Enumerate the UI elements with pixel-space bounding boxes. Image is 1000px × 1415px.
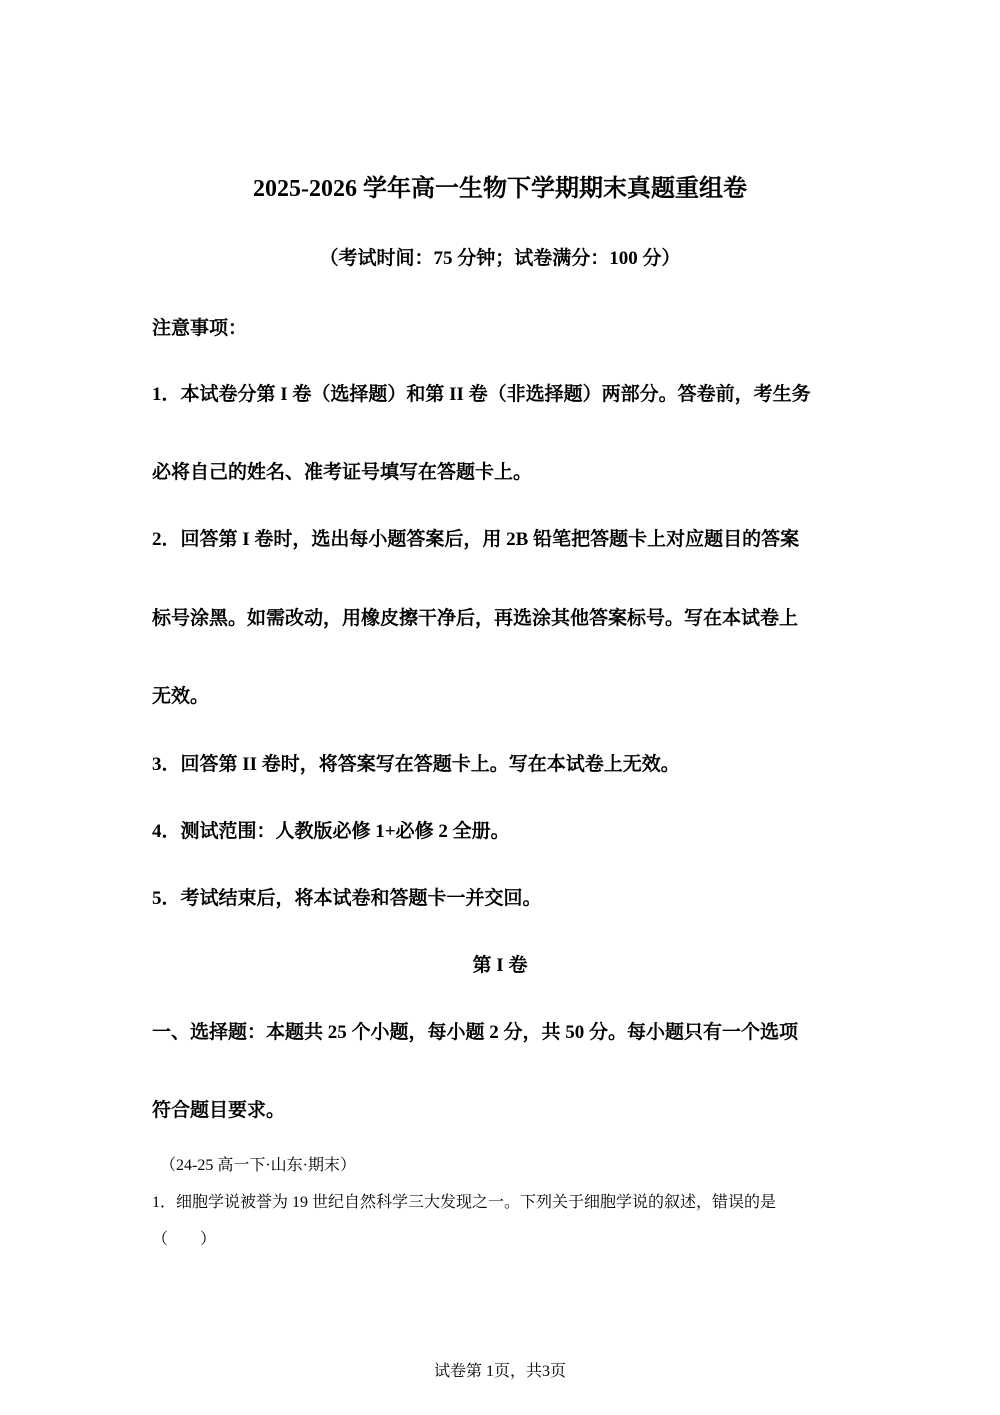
exam-title: 2025-2026 学年高一生物下学期期末真题重组卷	[253, 176, 747, 202]
note-line: 3．回答第 II 卷时，将答案写在答题卡上。写在本试卷上无效。	[152, 754, 680, 775]
part-heading: 符合题目要求。	[152, 1100, 286, 1121]
note-line: 标号涂黑。如需改动，用橡皮擦干净后，再选涂其他答案标号。写在本试卷上	[152, 608, 799, 629]
part-heading: 一、选择题：本题共 25 个小题，每小题 2 分，共 50 分。每小题只有一个选项	[152, 1022, 799, 1043]
note-line: 必将自己的姓名、准考证号填写在答题卡上。	[152, 462, 533, 483]
page-footer: 试卷第 1页，共3页	[433, 1363, 566, 1380]
exam-subtitle: （考试时间：75 分钟；试卷满分：100 分）	[319, 248, 681, 269]
notes-heading: 注意事项：	[152, 318, 248, 339]
question-text: 1．细胞学说被誉为 19 世纪自然科学三大发现之一。下列关于细胞学说的叙述，错误的是	[152, 1194, 777, 1211]
note-line: 1．本试卷分第 I 卷（选择题）和第 II 卷（非选择题）两部分。答卷前，考生务	[152, 384, 811, 405]
section-title: 第 I 卷	[472, 955, 528, 976]
question-source: （24-25 高一下·山东·期末）	[160, 1157, 356, 1174]
question-answer-blank: （ ）	[152, 1231, 217, 1248]
note-line: 4．测试范围：人教版必修 1+必修 2 全册。	[152, 821, 510, 842]
note-line: 2．回答第 I 卷时，选出每小题答案后，用 2B 铅笔把答题卡上对应题目的答案	[152, 529, 800, 550]
note-line: 5．考试结束后，将本试卷和答题卡一并交回。	[152, 888, 542, 909]
note-line: 无效。	[152, 686, 210, 707]
